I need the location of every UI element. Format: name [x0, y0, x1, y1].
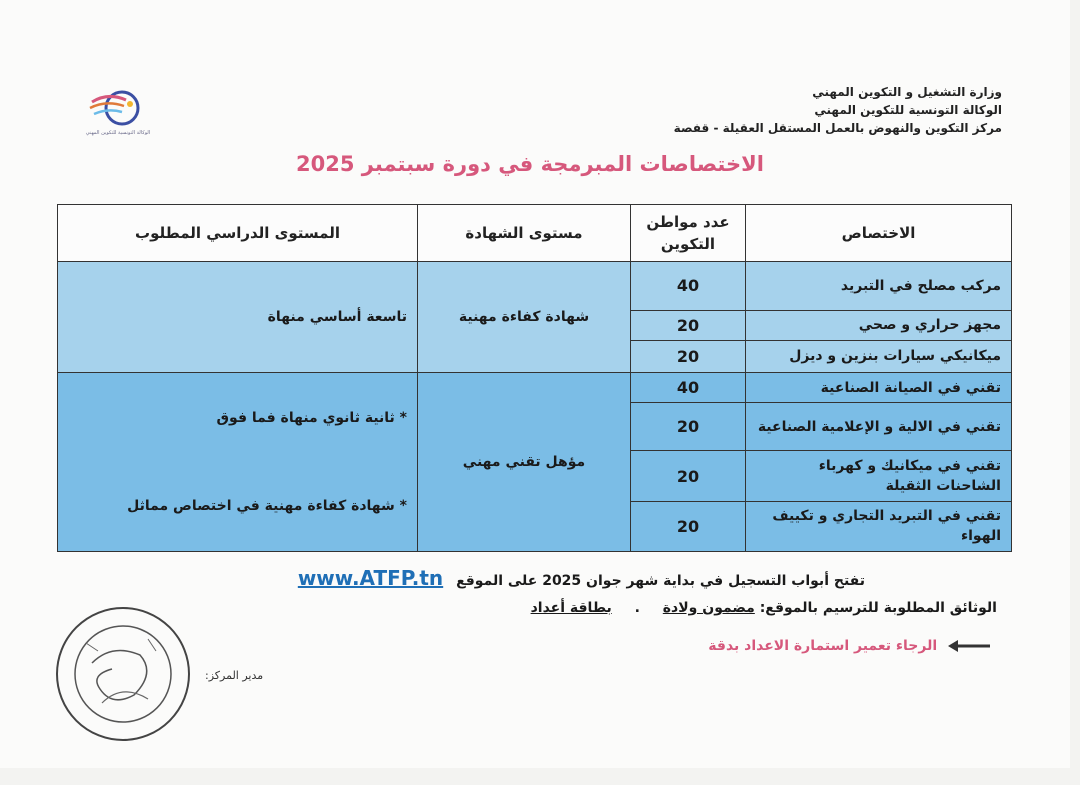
- agency-line: الوكالة التونسية للتكوين المهني: [814, 103, 1002, 117]
- header-specialty: الاختصاص: [746, 205, 1012, 262]
- specialty-cell: ميكانيكي سيارات بنزين و ديزل: [746, 340, 1012, 372]
- documents-label: الوثائق المطلوبة للترسيم بالموقع:: [759, 600, 997, 616]
- registration-text: تفتح أبواب التسجيل في بداية شهر جوان 2025 على الموقع: [456, 573, 865, 589]
- header-seats-line2: التكوين: [660, 235, 716, 254]
- specialty-cell: تقني في الصيانة الصناعية: [746, 372, 1012, 402]
- official-stamp-icon: [52, 603, 194, 745]
- specialty-cell: مجهز حراري و صحي: [746, 310, 1012, 340]
- seats-cell: 20: [631, 403, 746, 451]
- specialties-table: [57, 204, 1012, 552]
- level-cell: [58, 372, 418, 551]
- atfp-logo: [78, 88, 158, 152]
- required-documents-line: [531, 600, 997, 616]
- header-seats: [631, 205, 746, 262]
- level-option-b: * شهادة كفاءة مهنية في اختصاص مماثل: [127, 497, 407, 514]
- left-arrow-icon: [943, 638, 990, 654]
- document-birth-certificate: مضمون ولادة: [662, 600, 755, 616]
- center-line: مركز التكوين والنهوض بالعمل المستقل العقيلة - قفصة: [673, 121, 1002, 135]
- specialty-cell: مركب مصلح في التبريد: [746, 262, 1012, 310]
- level-cell: تاسعة أساسي منهاة: [58, 262, 418, 373]
- notice-text: الرجاء تعمير استمارة الاعداد بدقة: [708, 638, 938, 654]
- seats-cell: 20: [631, 451, 746, 501]
- fill-form-notice: [708, 638, 990, 654]
- specialty-cell: تقني في الالية و الإعلامية الصناعية: [746, 403, 1012, 451]
- certificate-cell: مؤهل تقني مهني: [418, 372, 631, 551]
- seats-cell: 20: [631, 340, 746, 372]
- director-signature-label: مدير المركز:: [205, 669, 264, 682]
- documents-separator: .: [634, 600, 640, 616]
- issuer-header: [674, 83, 1002, 137]
- table-row: [58, 372, 1012, 402]
- seats-cell: 20: [631, 501, 746, 551]
- seats-cell: 40: [631, 372, 746, 402]
- document-grade-card: بطاقة أعداد: [530, 600, 612, 616]
- header-level: المستوى الدراسي المطلوب: [58, 205, 418, 262]
- table-row: [58, 262, 1012, 310]
- header-seats-line1: عدد مواطن: [646, 213, 730, 232]
- level-option-a: * ثانية ثانوي منهاة فما فوق: [216, 409, 407, 426]
- specialty-cell: تقني في ميكانيك و كهرباء الشاحنات الثقيلة: [746, 451, 1012, 501]
- ministry-line: وزارة التشغيل و التكوين المهني: [812, 85, 1002, 99]
- header-certificate: مستوى الشهادة: [418, 205, 631, 262]
- page-title: الاختصاصات المبرمجة في دورة سبتمبر 2025: [296, 152, 764, 176]
- seats-cell: 20: [631, 310, 746, 340]
- table-header-row: [58, 205, 1012, 262]
- specialty-cell: تقني في التبريد التجاري و تكييف الهواء: [746, 501, 1012, 551]
- logo-caption: الوكالة التونسية للتكوين المهني: [85, 130, 151, 136]
- registration-line: [298, 566, 865, 590]
- certificate-cell: شهادة كفاءة مهنية: [418, 262, 631, 373]
- atfp-website-link[interactable]: www.ATFP.tn: [297, 566, 444, 590]
- atfp-logo-icon: [86, 88, 150, 128]
- seats-cell: 40: [631, 262, 746, 310]
